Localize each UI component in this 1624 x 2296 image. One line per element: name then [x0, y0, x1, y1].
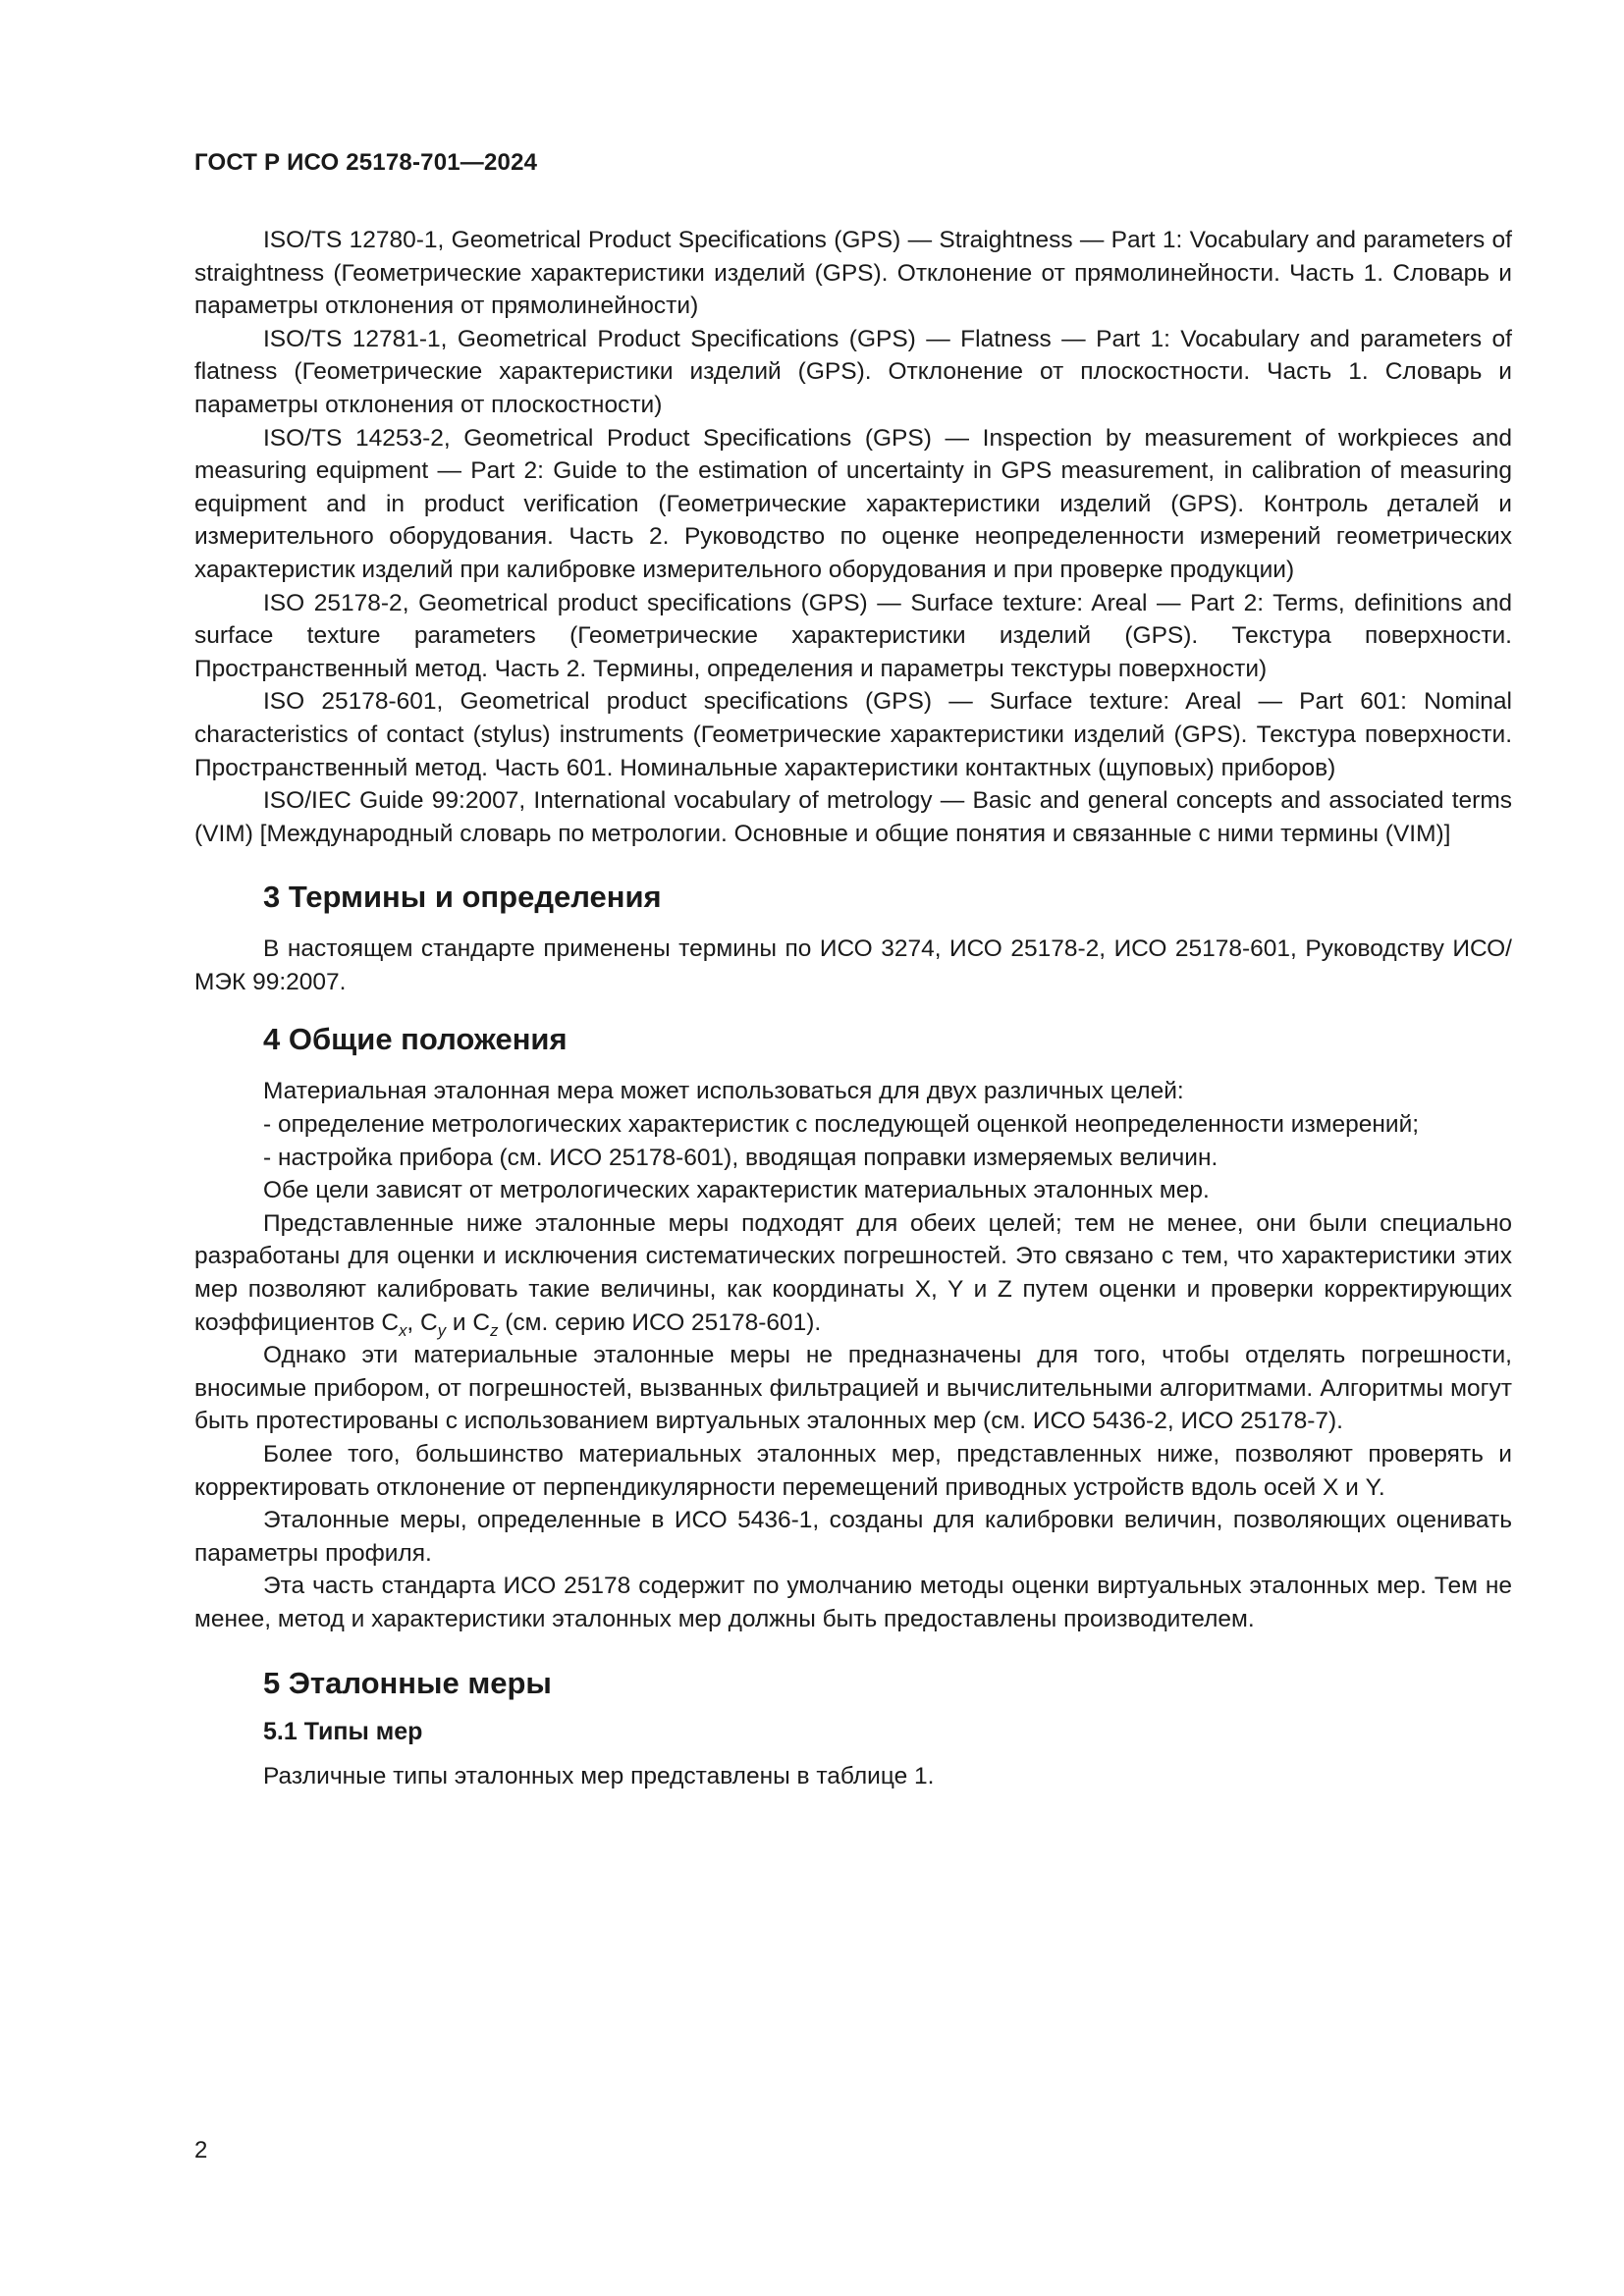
text-run: и C: [446, 1308, 491, 1336]
section-4-list-item: - настройка прибора (см. ИСО 25178-601), вводящая поправки измеряемых величин.: [263, 1144, 1218, 1171]
document-body: [194, 224, 1512, 1792]
section-4-paragraph: Обе цели зависят от метрологических характеристик материальных эталонных мер.: [263, 1177, 1210, 1204]
normative-references: [194, 224, 1512, 850]
section-4-paragraph-coefficients: [194, 1207, 1512, 1339]
reference-item: ISO 25178-2, Geometrical product specifications (GPS) — Surface texture: Areal — Part 2: Terms, definitions and surface texture parameters (Геометрические характеристики изделий (GPS). Текстура поверхности. Пространственный метод. Часть 2. Термины, определения и параметры текстуры поверхности): [194, 589, 1512, 682]
reference-item: ISO 25178-601, Geometrical product specifications (GPS) — Surface texture: Areal — Part 601: Nominal characteristics of contact (stylus) instruments (Геометрические характеристики изделий (GPS). Текстура поверхности. Пространственный метод. Часть 601. Номинальные характеристики контактных (щуповых) приборов): [194, 688, 1512, 781]
section-4-paragraph: Более того, большинство материальных эталонных мер, представленных ниже, позволяют проверять и корректировать отклонение от перпендикулярности перемещений приводных устройств вдоль осей X и Y.: [194, 1441, 1512, 1501]
section-4-list-item: - определение метрологических характеристик с последующей оценкой неопределенности измерений;: [263, 1111, 1420, 1139]
section-4-paragraph: Эта часть стандарта ИСО 25178 содержит по умолчанию методы оценки виртуальных эталонных мер. Тем не менее, метод и характеристики эталонных мер должны быть предоставлены производителем.: [194, 1573, 1512, 1632]
subscript-z: z: [490, 1320, 499, 1340]
section-5-title: 5 Эталонные меры: [263, 1665, 552, 1700]
reference-item: ISO/TS 12780-1, Geometrical Product Specifications (GPS) — Straightness — Part 1: Vocabulary and parameters of straightness (Геометрические характеристики изделий (GPS). Отклонение от прямолинейности. Часть 1. Словарь и параметры отклонения от прямолинейности): [194, 227, 1512, 320]
document-header: ГОСТ Р ИСО 25178-701—2024: [194, 149, 538, 176]
text-run: Представленные ниже эталонные меры подходят для обеих целей; тем не менее, они были специально разработаны для оценки и исключения систематических погрешностей. Это связано с тем, что характеристики этих мер позволяют калибровать такие величины, как координаты X, Y и Z путем оценки и проверки корректирующих коэффициентов C: [194, 1209, 1512, 1336]
subsection-5-1-text: Различные типы эталонных мер представлены в таблице 1.: [263, 1762, 935, 1789]
reference-item: ISO/IEC Guide 99:2007, International vocabulary of metrology — Basic and general concepts and associated terms (VIM) [Международный словарь по метрологии. Основные и общие понятия и связанные с ними термины (VIM)]: [194, 787, 1512, 847]
reference-item: ISO/TS 14253-2, Geometrical Product Specifications (GPS) — Inspection by measurement of workpieces and measuring equipment — Part 2: Guide to the estimation of uncertainty in GPS measurement, in calibration of measuring equipment and in product verification (Геометрические характеристики изделий (GPS). Контроль деталей и измерительного оборудования. Часть 2. Руководство по оценке неопределенности измерений геометрических характеристик изделий при калибровке измерительного оборудования и при проверке продукции): [194, 424, 1512, 583]
section-4-paragraph: Однако эти материальные эталонные меры не предназначены для того, чтобы отделять погрешности, вносимые прибором, от погрешностей, вызванных фильтрацией и вычислительными алгоритмами. Алгоритмы могут быть протестированы с использованием виртуальных эталонных мер (см. ИСО 5436-2, ИСО 25178-7).: [194, 1342, 1512, 1435]
section-3-text: В настоящем стандарте применены термины по ИСО 3274, ИСО 25178-2, ИСО 25178-601, Руководству ИСО/МЭК 99:2007.: [194, 935, 1512, 995]
text-run: (см. серию ИСО 25178-601).: [498, 1308, 822, 1336]
subscript-y: y: [437, 1320, 447, 1340]
section-4-paragraph: Материальная эталонная мера может использоваться для двух различных целей:: [263, 1078, 1184, 1105]
subscript-x: x: [399, 1320, 407, 1340]
page-number: 2: [194, 2137, 208, 2163]
section-3-title: 3 Термины и определения: [263, 880, 662, 915]
subsection-5-1-title: 5.1 Типы мер: [263, 1717, 423, 1745]
reference-item: ISO/TS 12781-1, Geometrical Product Specifications (GPS) — Flatness — Part 1: Vocabulary and parameters of flatness (Геометрические характеристики изделий (GPS). Отклонение от плоскостности. Часть 1. Словарь и параметры отклонения от плоскостности): [194, 325, 1512, 418]
section-4-title: 4 Общие положения: [263, 1022, 568, 1057]
section-4-paragraph: Эталонные меры, определенные в ИСО 5436-1, созданы для калибровки величин, позволяющих оценивать параметры профиля.: [194, 1507, 1512, 1567]
text-run: , C: [406, 1308, 438, 1336]
